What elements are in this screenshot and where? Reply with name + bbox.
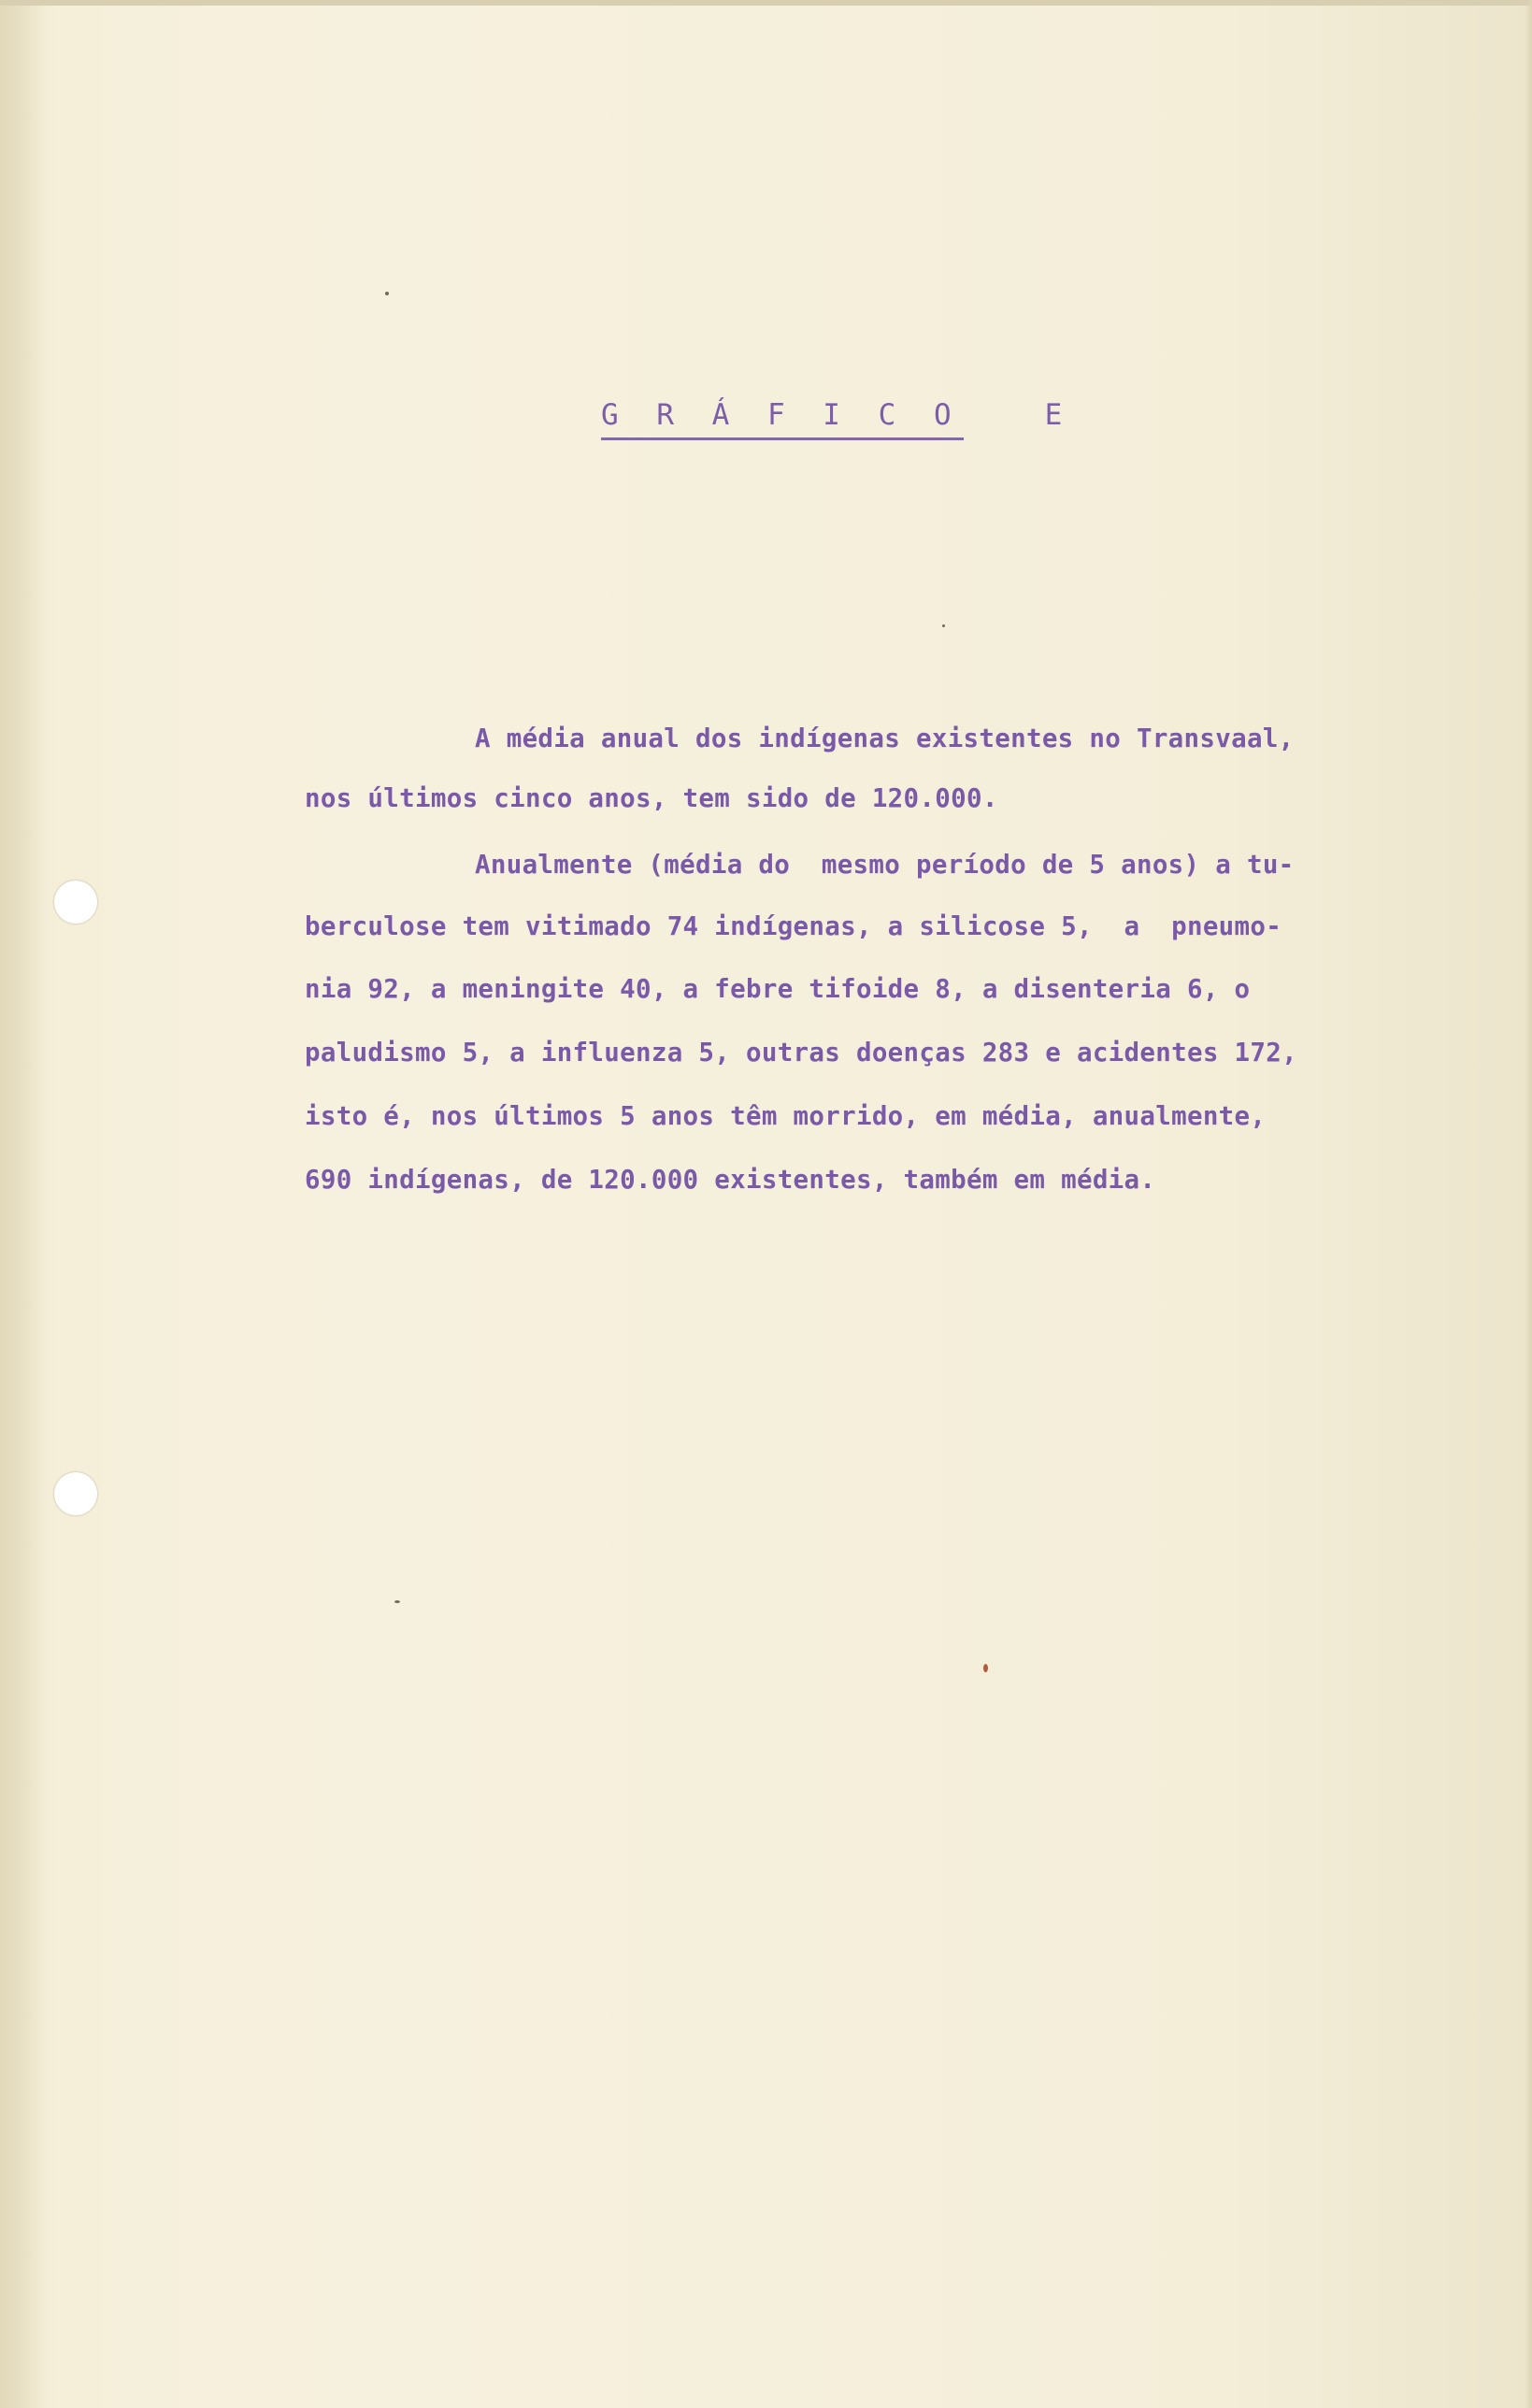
punch-hole-top	[54, 881, 97, 924]
paragraph-line: berculose tem vitimado 74 indígenas, a silicose 5, a pneumo-	[305, 911, 1282, 941]
page-left-shadow	[0, 0, 45, 2408]
paragraph-line: isto é, nos últimos 5 anos têm morrido, em média, anualmente,	[305, 1101, 1267, 1131]
paragraph-line: paludismo 5, a influenza 5, outras doenças 283 e acidentes 172,	[305, 1038, 1297, 1068]
paragraph-line: Anualmente (média do mesmo período de 5 anos) a tu-	[475, 850, 1295, 880]
paper-speck	[983, 1664, 988, 1672]
paper-speck	[942, 624, 945, 627]
page-title: G R Á F I C O E	[601, 398, 1073, 432]
paragraph-line: nia 92, a meningite 40, a febre tifoide 8, a disenteria 6, o	[305, 974, 1251, 1004]
paper-speck	[394, 1600, 400, 1603]
paper-speck	[385, 292, 389, 295]
punch-hole-bottom	[54, 1472, 97, 1515]
page-right-edge	[1525, 0, 1532, 2408]
paragraph-line: nos últimos cinco anos, tem sido de 120.000.	[305, 783, 998, 813]
paragraph-line: 690 indígenas, de 120.000 existentes, também em média.	[305, 1165, 1156, 1195]
page-top-edge	[0, 0, 1532, 6]
paragraph-line: A média anual dos indígenas existentes no Transvaal,	[475, 724, 1295, 753]
title-underline	[601, 437, 964, 440]
